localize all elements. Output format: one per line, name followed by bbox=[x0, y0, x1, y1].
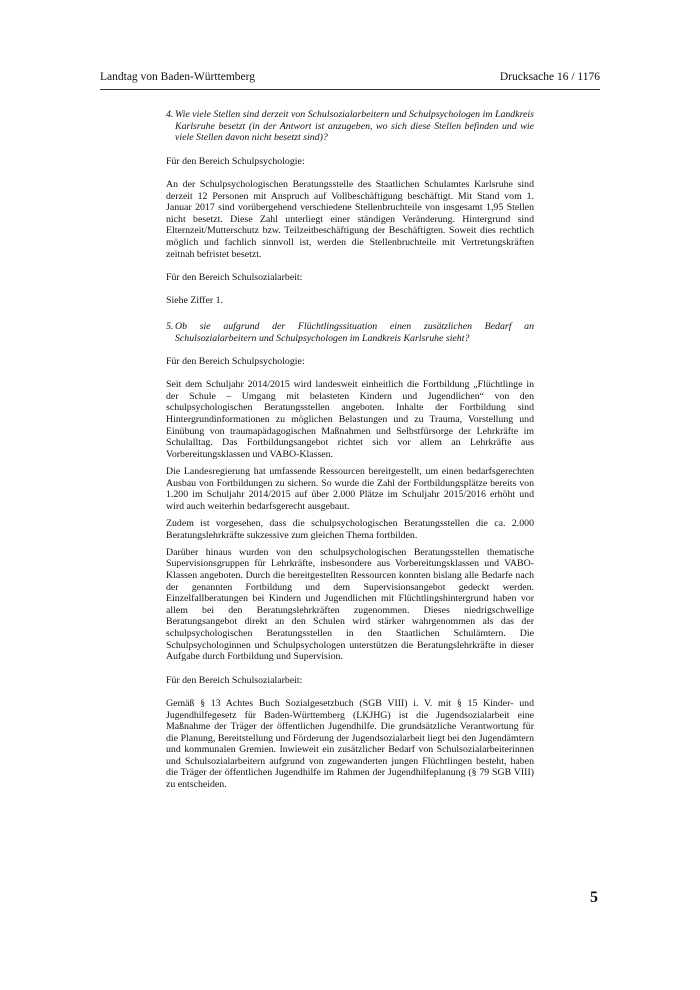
question-number: 4. bbox=[166, 109, 174, 120]
section-label-schulsozialarbeit: Für den Bereich Schulsozialarbeit: bbox=[166, 271, 303, 283]
answer-paragraph: Die Landesregierung hat umfassende Ressourcen bereitgestellt, um einen bedarfsgerechten Ausbau von Fortbildungen zu sichern. So wurde die Zahl der Fortbildungsplätze bereits von 1.200 im Schuljahr 2014/2015 auf über 2.000 Plätze im Schuljahr 2015/2016 erhöht und wird auch weiterhin bedarfsgerecht ausgebaut. bbox=[166, 466, 534, 512]
section-label-schulpsychologie: Für den Bereich Schulpsychologie: bbox=[166, 155, 305, 167]
header-parliament-name: Landtag von Baden-Württemberg bbox=[100, 71, 255, 83]
answer-paragraph: Siehe Ziffer 1. bbox=[166, 295, 223, 307]
answer-paragraph: An der Schulpsychologischen Beratungsstelle des Staatlichen Schulamtes Karlsruhe sind derzeit 12 Personen mit Anspruch auf Vollbeschäftigung beschäftigt. Mit Stand vom 1. Januar 2017 sind vorübergehend verschiedene Stellenbruchteile von insgesamt 1,95 Stellen nicht besetzt. Diese Zahl unterliegt einer ständigen Veränderung. Hintergrund sind Elternzeit/Mutterschutz bzw. Teilzeitbeschäftigung der Beschäftigten. Soweit dies rechtlich möglich und fachlich sinnvoll ist, werden die Stellenbruchteile mit Vertretungskräften zeitnah befristet besetzt. bbox=[166, 178, 534, 260]
question-4 bbox=[166, 109, 534, 144]
running-header bbox=[100, 71, 600, 89]
question-text: Ob sie aufgrund der Flüchtlingssituation einen zusätzlichen Bedarf an Schulsozialarbeitern und Schulpsychologen im Landkreis Karlsruhe sieht? bbox=[175, 320, 534, 344]
header-document-number: Drucksache 16 / 1176 bbox=[499, 71, 600, 83]
answer-paragraph: Gemäß § 13 Achtes Buch Sozialgesetzbuch (SGB VIII) i. V. mit § 15 Kinder- und Jugendhilfegesetz für Baden-Württemberg (LKJHG) ist die Jugendsozialarbeit eine Maßnahme der Träger der öffentlichen Jugendhilfe. Die grundsätzliche Verantwortung für die Planung, Bereitstellung und Förderung der Jugendsozialarbeit liegt bei den Jugendämtern und kommunalen Gremien. Inwieweit ein zusätzlicher Bedarf von Schulsozialarbeiterinnen und Schulsozialarbeitern aufgrund von zugewanderten jungen Flüchtlingen besteht, haben die Träger der öffentlichen Jugendhilfe im Rahmen der Jugendhilfeplanung (§ 79 SGB VIII) zu entscheiden. bbox=[166, 697, 534, 791]
answer-paragraph: Darüber hinaus wurden von den schulpsychologischen Beratungsstellen thematische Supervisionsgruppen für Lehrkräfte, insbesondere aus Vorbereitungsklassen und VABO-Klassen angeboten. Durch die bereitgestellten Ressourcen konnten bislang alle Bedarfe nach der genannten Fortbildung und dem Supervisionsangebot gedeckt werden. Einzelfallberatungen bei Kindern und Jugendlichen mit Flüchtlingshintergrund haben vor allem bei den Beratungslehrkräften zugenommen. Dieses niedrigschwellige Beratungsangebot direkt an den Schulen wird stärker wahrgenommen als das der schulpsychologischen Beratungsstellen in den Staatlichen Schulämtern. Die Schulpsychologinnen und Schulpsychologen unterstützen die Beratungslehrkräfte in dieser Aufgabe durch Fortbildung und Supervision. bbox=[166, 546, 534, 663]
header-rule bbox=[100, 89, 600, 90]
answer-paragraph: Seit dem Schuljahr 2014/2015 wird landesweit einheitlich die Fortbildung „Flüchtlinge in der Schule – Umgang mit belasteten Kindern und Jugendlichen“ von den schulpsychologischen Beratungsstellen angeboten. Inhalte der Fortbildung sind Hintergrundinformationen zu möglichen Belastungen und zu Trauma, Vorstellung und Einübung von traumapädagogischen Maßnahmen und Selbstfürsorge der Lehrkräfte im Schulalltag. Das Fortbildungsangebot richtet sich vor allem an Lehrkräfte aus Vorbereitungsklassen und VABO-Klassen. bbox=[166, 379, 534, 460]
section-label-schulsozialarbeit: Für den Bereich Schulsozialarbeit: bbox=[166, 674, 303, 686]
question-text: Wie viele Stellen sind derzeit von Schulsozialarbeitern und Schulpsychologen im Landkreis Karlsruhe besetzt (in der Antwort ist anzugeben, wo sich diese Stellen befinden und wie viele Stellen davon nicht besetzt sind)? bbox=[175, 109, 534, 144]
question-5 bbox=[166, 321, 534, 344]
section-label-schulpsychologie: Für den Bereich Schulpsychologie: bbox=[166, 355, 305, 367]
answer-paragraph: Zudem ist vorgesehen, dass die schulpsychologischen Beratungsstellen die ca. 2.000 Beratungslehrkräfte sukzessive zum gleichen Thema fortbilden. bbox=[166, 518, 534, 541]
document-body bbox=[166, 109, 534, 802]
page-number: 5 bbox=[590, 889, 598, 906]
question-number: 5. bbox=[166, 320, 174, 332]
